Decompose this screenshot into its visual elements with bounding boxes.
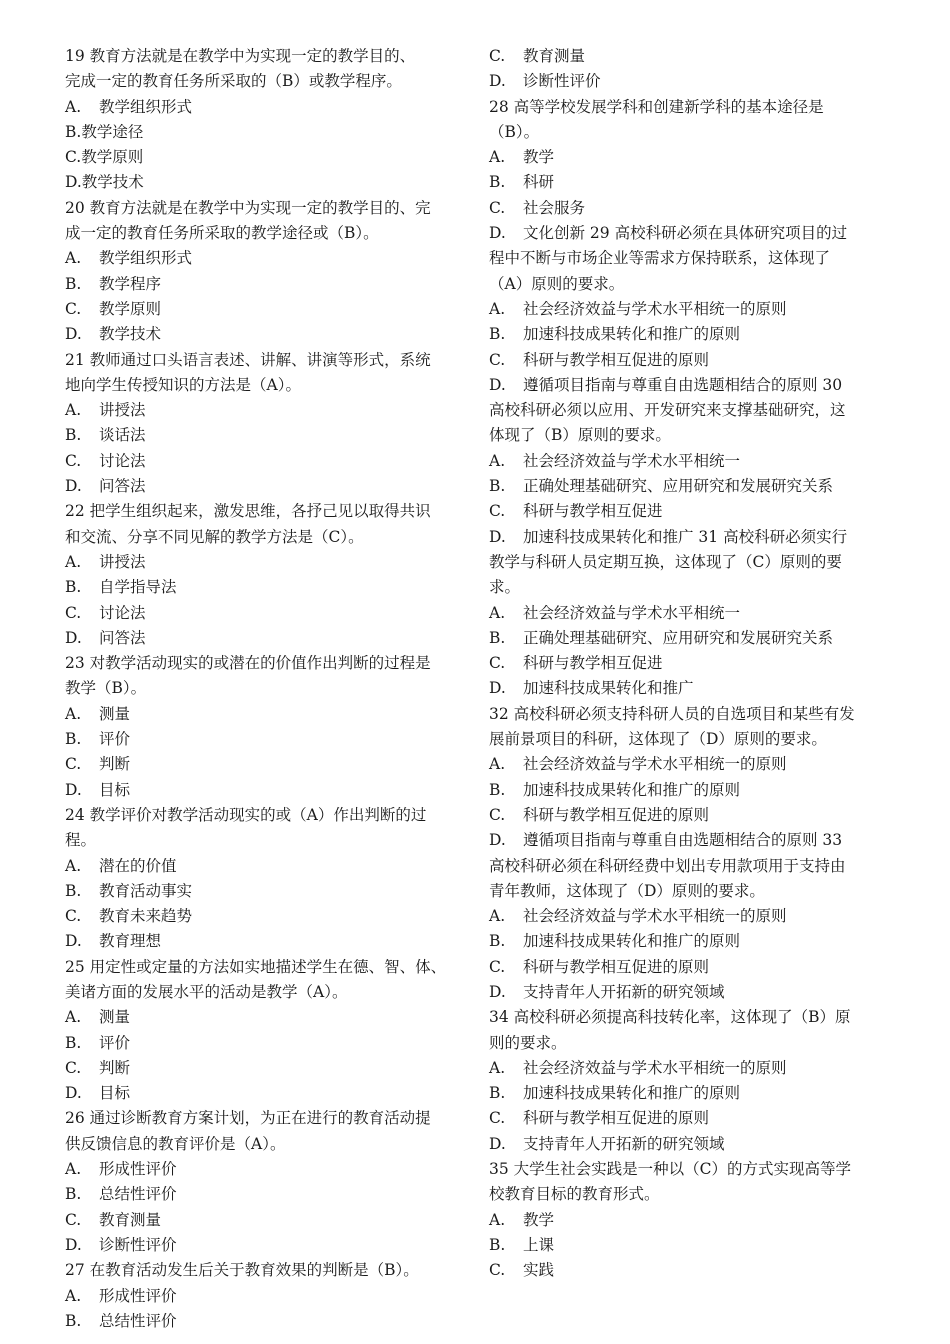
option-letter: D. (489, 679, 506, 698)
option-text: 诊断性评价 (523, 72, 601, 91)
option-letter: A. (65, 1008, 82, 1027)
option-text: 加速科技成果转化和推广的原则 (523, 1084, 741, 1103)
option-text: 判断 (99, 755, 131, 774)
option-line (65, 246, 470, 271)
text-line: 美诸方面的发展水平的活动是教学（A）。 (65, 982, 348, 1001)
option-line (489, 955, 889, 980)
option-text: 加速科技成果转化和推广 31 高校科研必须实行 (523, 527, 848, 546)
option-line (65, 752, 470, 777)
option-text: 问答法 (99, 628, 146, 647)
right-column (489, 44, 889, 1284)
option-text: 实践 (523, 1261, 555, 1280)
option-text: 自学指导法 (99, 578, 177, 597)
option-text: 加速科技成果转化和推广的原则 (523, 932, 741, 951)
option-text: 科研与教学相互促进 (523, 502, 663, 521)
option-text: 社会经济效益与学术水平相统一的原则 (523, 299, 787, 318)
text-line: 校教育目标的教育形式。 (489, 1185, 660, 1204)
option-line (65, 727, 470, 752)
option-letter: B. (65, 1185, 82, 1204)
option-letter: B. (65, 730, 82, 749)
option-line (65, 1208, 470, 1233)
option-letter: C. (489, 1261, 506, 1280)
text-line: 27 在教育活动发生后关于教育效果的判断是（B）。 (65, 1261, 419, 1280)
option-text: 支持青年人开拓新的研究领域 (523, 982, 725, 1001)
option-letter: C. (65, 1058, 82, 1077)
option-line (65, 1157, 470, 1182)
option-letter: A. (489, 299, 506, 318)
option-text: 正确处理基础研究、应用研究和发展研究关系 (523, 477, 834, 496)
option-line (489, 676, 889, 701)
option-text: 教学程序 (99, 274, 162, 293)
text-line: D.教学技术 (65, 173, 144, 192)
option-line (489, 525, 889, 550)
option-letter: B. (489, 628, 506, 647)
option-letter: C. (65, 299, 82, 318)
option-line (65, 1056, 470, 1081)
option-text: 教育未来趋势 (99, 907, 193, 926)
option-letter: D. (489, 1134, 506, 1153)
option-text: 科研与教学相互促进的原则 (523, 957, 710, 976)
option-letter: C. (489, 957, 506, 976)
option-text: 科研与教学相互促进的原则 (523, 805, 710, 824)
option-text: 加速科技成果转化和推广的原则 (523, 325, 741, 344)
option-line (489, 196, 889, 221)
text-line: 21 教师通过口头语言表述、讲解、讲演等形式，系统 (65, 350, 431, 369)
text-line: 地向学生传授知识的方法是（A）。 (65, 375, 301, 394)
option-letter: C. (65, 907, 82, 926)
text-line: 教学与科研人员定期互换，这体现了（C）原则的要 (489, 552, 842, 571)
option-letter: A. (65, 249, 82, 268)
option-text: 科研与教学相互促进的原则 (523, 350, 710, 369)
option-text: 加速科技成果转化和推广 (523, 679, 694, 698)
text-line: 35 大学生社会实践是一种以（C）的方式实现高等学 (489, 1160, 852, 1179)
option-line (489, 170, 889, 195)
option-line (489, 1132, 889, 1157)
option-line (489, 1258, 889, 1283)
option-letter: B. (489, 1235, 506, 1254)
option-text: 潜在的价值 (99, 856, 177, 875)
option-line (489, 297, 889, 322)
text-line: 求。 (489, 578, 521, 597)
text-line: 34 高校科研必须提高科技转化率，这体现了（B）原 (489, 1008, 851, 1027)
option-text: 上课 (523, 1235, 555, 1254)
option-letter: B. (65, 1311, 82, 1330)
option-line (65, 702, 470, 727)
option-text: 诊断性评价 (99, 1235, 177, 1254)
option-text: 社会经济效益与学术水平相统一 (523, 603, 741, 622)
option-text: 加速科技成果转化和推广的原则 (523, 780, 741, 799)
option-text: 评价 (99, 1033, 131, 1052)
option-letter: C. (65, 603, 82, 622)
option-letter: B. (65, 578, 82, 597)
text-line: 20 教育方法就是在教学中为实现一定的教学目的、完 (65, 198, 431, 217)
text-line: 28 高等学校发展学科和创建新学科的基本途径是 (489, 97, 824, 116)
text-line: 25 用定性或定量的方法如实地描述学生在德、智、体、 (65, 957, 447, 976)
option-letter: B. (489, 477, 506, 496)
text-line: （B）。 (489, 122, 540, 141)
option-letter: A. (65, 1160, 82, 1179)
option-letter: D. (65, 932, 82, 951)
text-line: 青年教师，这体现了（D）原则的要求。 (489, 881, 765, 900)
option-text: 讲授法 (99, 552, 146, 571)
option-line (489, 1081, 889, 1106)
option-text: 教育测量 (523, 47, 586, 65)
option-text: 社会经济效益与学术水平相统一的原则 (523, 1058, 787, 1077)
option-text: 科研与教学相互促进的原则 (523, 1109, 710, 1128)
option-text: 目标 (99, 1084, 131, 1103)
text-line: （A）原则的要求。 (489, 274, 625, 293)
option-line (489, 803, 889, 828)
text-line: 则的要求。 (489, 1033, 567, 1052)
text-line: 体现了（B）原则的要求。 (489, 426, 671, 445)
option-line (65, 626, 470, 651)
option-line (65, 1005, 470, 1030)
option-text: 遵循项目指南与尊重自由选题相结合的原则 30 (523, 375, 843, 394)
option-letter: B. (489, 932, 506, 951)
option-letter: B. (489, 1084, 506, 1103)
option-text: 教育理想 (99, 932, 162, 951)
option-letter: C. (489, 1109, 506, 1128)
text-line: 程。 (65, 831, 97, 850)
option-letter: A. (65, 1286, 82, 1305)
option-letter: C. (489, 502, 506, 521)
option-text: 教学原则 (99, 299, 162, 318)
text-line: 供反馈信息的教育评价是（A）。 (65, 1134, 286, 1153)
option-letter: D. (65, 1235, 82, 1254)
option-letter: D. (489, 375, 506, 394)
option-text: 总结性评价 (99, 1185, 177, 1204)
option-letter: D. (489, 72, 506, 91)
option-text: 评价 (99, 730, 131, 749)
option-line (489, 980, 889, 1005)
text-line: 和交流、分享不同见解的教学方法是（C）。 (65, 527, 364, 546)
option-letter: B. (489, 325, 506, 344)
text-line: B.教学途径 (65, 122, 144, 141)
option-letter: C. (65, 451, 82, 470)
option-line (65, 1081, 470, 1106)
option-letter: C. (489, 47, 506, 65)
option-line (65, 272, 470, 297)
option-line (489, 601, 889, 626)
option-letter: A. (65, 704, 82, 723)
option-line (489, 778, 889, 803)
option-line (65, 601, 470, 626)
option-line (489, 1233, 889, 1258)
option-letter: A. (489, 603, 506, 622)
option-text: 教学组织形式 (99, 97, 193, 116)
text-line: 高校科研必须在科研经费中划出专用款项用于支持由 (489, 856, 846, 875)
option-line (65, 575, 470, 600)
option-letter: D. (65, 477, 82, 496)
option-line (65, 297, 470, 322)
option-line (489, 348, 889, 373)
option-letter: C. (65, 755, 82, 774)
option-letter: C. (489, 805, 506, 824)
option-letter: D. (65, 1084, 82, 1103)
option-line (65, 398, 470, 423)
option-text: 教学技术 (99, 325, 162, 344)
option-text: 形成性评价 (99, 1286, 177, 1305)
option-text: 教学组织形式 (99, 249, 193, 268)
option-line (65, 879, 470, 904)
option-text: 总结性评价 (99, 1311, 177, 1330)
option-line (65, 1031, 470, 1056)
option-letter: B. (489, 173, 506, 192)
option-line (65, 550, 470, 575)
text-line: 教学（B）。 (65, 679, 147, 698)
option-text: 讨论法 (99, 603, 146, 622)
option-letter: B. (65, 426, 82, 445)
option-line (65, 1182, 470, 1207)
text-line: 22 把学生组织起来，激发思维，各抒己见以取得共识 (65, 502, 431, 521)
option-text: 科研与教学相互促进 (523, 654, 663, 673)
option-line (65, 449, 470, 474)
option-letter: B. (489, 780, 506, 799)
option-text: 社会经济效益与学术水平相统一 (523, 451, 741, 470)
option-letter: A. (65, 401, 82, 420)
text-line: 19 教育方法就是在教学中为实现一定的教学目的、 (65, 47, 416, 65)
option-line (65, 854, 470, 879)
option-line (65, 1233, 470, 1258)
option-line (489, 929, 889, 954)
option-letter: A. (65, 97, 82, 116)
option-letter: A. (489, 907, 506, 926)
option-line (489, 1208, 889, 1233)
option-text: 测量 (99, 1008, 131, 1027)
text-line: C.教学原则 (65, 148, 144, 167)
option-letter: D. (489, 527, 506, 546)
option-line (65, 322, 470, 347)
option-letter: B. (65, 881, 82, 900)
option-line (489, 752, 889, 777)
option-line (489, 44, 889, 69)
option-text: 目标 (99, 780, 131, 799)
option-letter: D. (489, 224, 506, 243)
option-line (489, 221, 889, 246)
option-line (65, 1284, 470, 1309)
option-letter: A. (65, 856, 82, 875)
option-line (65, 778, 470, 803)
option-text: 教育活动事实 (99, 881, 193, 900)
option-line (489, 1106, 889, 1131)
option-line (65, 95, 470, 120)
option-text: 正确处理基础研究、应用研究和发展研究关系 (523, 628, 834, 647)
text-line: 高校科研必须以应用、开发研究来支撑基础研究，这 (489, 401, 846, 420)
option-line (489, 145, 889, 170)
option-line (489, 651, 889, 676)
text-line: 程中不断与市场企业等需求方保持联系，这体现了 (489, 249, 831, 268)
option-line (489, 474, 889, 499)
text-line: 展前景项目的科研，这体现了（D）原则的要求。 (489, 730, 827, 749)
option-line (65, 904, 470, 929)
option-letter: D. (65, 780, 82, 799)
option-line (489, 904, 889, 929)
option-text: 社会服务 (523, 198, 586, 217)
option-letter: A. (489, 1210, 506, 1229)
option-letter: A. (489, 755, 506, 774)
option-letter: B. (65, 1033, 82, 1052)
option-line (65, 1309, 470, 1334)
text-line: 完成一定的教育任务所采取的（B）或教学程序。 (65, 72, 402, 91)
option-line (65, 423, 470, 448)
option-letter: D. (489, 982, 506, 1001)
option-letter: D. (65, 628, 82, 647)
option-line (489, 828, 889, 853)
left-column (65, 44, 470, 1334)
option-text: 科研 (523, 173, 555, 192)
option-text: 形成性评价 (99, 1160, 177, 1179)
option-line (489, 626, 889, 651)
option-letter: C. (489, 350, 506, 369)
option-text: 教学 (523, 148, 555, 167)
option-text: 教学 (523, 1210, 555, 1229)
text-line: 23 对教学活动现实的或潜在的价值作出判断的过程是 (65, 654, 431, 673)
option-letter: C. (65, 1210, 82, 1229)
text-line: 成一定的教育任务所采取的教学途径或（B）。 (65, 224, 379, 243)
option-text: 谈话法 (99, 426, 146, 445)
option-letter: D. (489, 831, 506, 850)
option-letter: D. (65, 325, 82, 344)
option-text: 问答法 (99, 477, 146, 496)
option-line (489, 373, 889, 398)
option-letter: A. (489, 451, 506, 470)
option-letter: C. (489, 198, 506, 217)
option-text: 判断 (99, 1058, 131, 1077)
option-line (489, 499, 889, 524)
text-line: 24 教学评价对教学活动现实的或（A）作出判断的过 (65, 805, 427, 824)
option-letter: B. (65, 274, 82, 293)
option-letter: A. (489, 1058, 506, 1077)
option-text: 讲授法 (99, 401, 146, 420)
option-line (489, 322, 889, 347)
option-text: 文化创新 29 高校科研必须在具体研究项目的过 (523, 224, 848, 243)
option-text: 测量 (99, 704, 131, 723)
option-text: 社会经济效益与学术水平相统一的原则 (523, 907, 787, 926)
option-line (489, 449, 889, 474)
option-letter: A. (489, 148, 506, 167)
option-text: 教育测量 (99, 1210, 162, 1229)
option-text: 讨论法 (99, 451, 146, 470)
text-line: 26 通过诊断教育方案计划，为正在进行的教育活动提 (65, 1109, 431, 1128)
option-line (65, 929, 470, 954)
option-text: 遵循项目指南与尊重自由选题相结合的原则 33 (523, 831, 843, 850)
option-text: 社会经济效益与学术水平相统一的原则 (523, 755, 787, 774)
text-line: 32 高校科研必须支持科研人员的自选项目和某些有发 (489, 704, 855, 723)
option-line (489, 69, 889, 94)
option-text: 支持青年人开拓新的研究领域 (523, 1134, 725, 1153)
option-letter: C. (489, 654, 506, 673)
option-letter: A. (65, 552, 82, 571)
option-line (65, 474, 470, 499)
option-line (489, 1056, 889, 1081)
